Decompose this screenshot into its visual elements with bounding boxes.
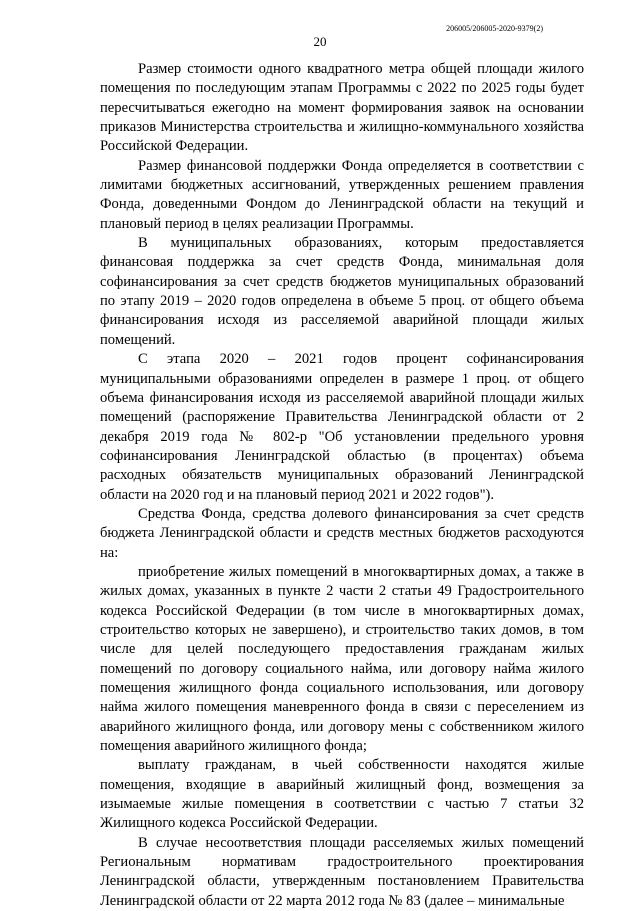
paragraph-fund-support: Размер финансовой поддержки Фонда определяется в соответствии с лимитами бюджетных ассигнований, утвержденных решением правления Фонда, доведенными Фондом до Ленинградской области на текущий и плановый период в целях реализации Программы. — [100, 157, 584, 232]
paragraph-cofinancing-2020: С этапа 2020 – 2021 годов процент софинансирования муниципальными образованиями определен в размере 1 проц. от общего объема финансирования исходя из расселяемой аварийной площади жилых помещений (распоряжение Правительства Ленинградской области от 2 декабря 2019 года № 802-р "Об установлении предельного уровня софинансирования Ленинградской областью (в процентах) объема расходных обязательств муниципальных образований Ленинградской области на 2020 год и на плановый период 2021 и 2022 годов"). — [100, 351, 584, 503]
paragraph-funds-usage: Средства Фонда, средства долевого финансирования за счет средств бюджета Ленинградской области и средств местных бюджетов расходуются на: — [100, 505, 584, 561]
document-body — [100, 60, 584, 911]
paragraph-price-per-sqm: Размер стоимости одного квадратного метра общей площади жилого помещения по последующим этапам Программы с 2022 по 2025 годы будет пересчитываться ежегодно на момент формирования заявок на основании приказов Министерства строительства и жилищно-коммунального хозяйства Российской Федерации. — [100, 61, 584, 155]
paragraph-compensation: выплату гражданам, в чьей собственности находятся жилые помещения, входящие в аварийный жилищный фонд, возмещения за изымаемые жилые помещения в соответствии с частью 7 статьи 32 Жилищного кодекса Российской Федерации. — [100, 757, 584, 832]
paragraph-housing-purchase: приобретение жилых помещений в многоквартирных домах, а также в жилых домах, указанных в пункте 2 части 2 статьи 49 Градостроительного кодекса Российской Федерации (в том числе в многоквартирных домах, строительство которых не завершено), и строительство таких домов, в том числе для целей последующего предоставления гражданам жилых помещений по договору социального найма, или договору найма жилого помещения жилищного фонда социального использования, или договору найма жилого помещения маневренного фонда в связи с переселением из аварийного жилищного фонда, или договору мены с собственником жилого помещения аварийного жилищного фонда; — [100, 563, 584, 755]
document-code: 206005/206005-2020-9379(2) — [446, 24, 543, 33]
paragraph-area-mismatch: В случае несоответствия площади расселяемых жилых помещений Региональным нормативам градостроительного проектирования Ленинградской области, утвержденным постановлением Правительства Ленинградской области от 22 марта 2012 года № 83 (далее – минимальные — [100, 834, 584, 909]
page-number: 20 — [313, 34, 327, 49]
paragraph-cofinancing-2019: В муниципальных образованиях, которым предоставляется финансовая поддержка за счет средств Фонда, минимальная доля софинансирования за счет средств бюджетов муниципальных образований по этапу 2019 – 2020 годов определена в объеме 5 проц. от общего объема финансирования исходя из расселяемой аварийной площади жилых помещений. — [100, 235, 584, 348]
